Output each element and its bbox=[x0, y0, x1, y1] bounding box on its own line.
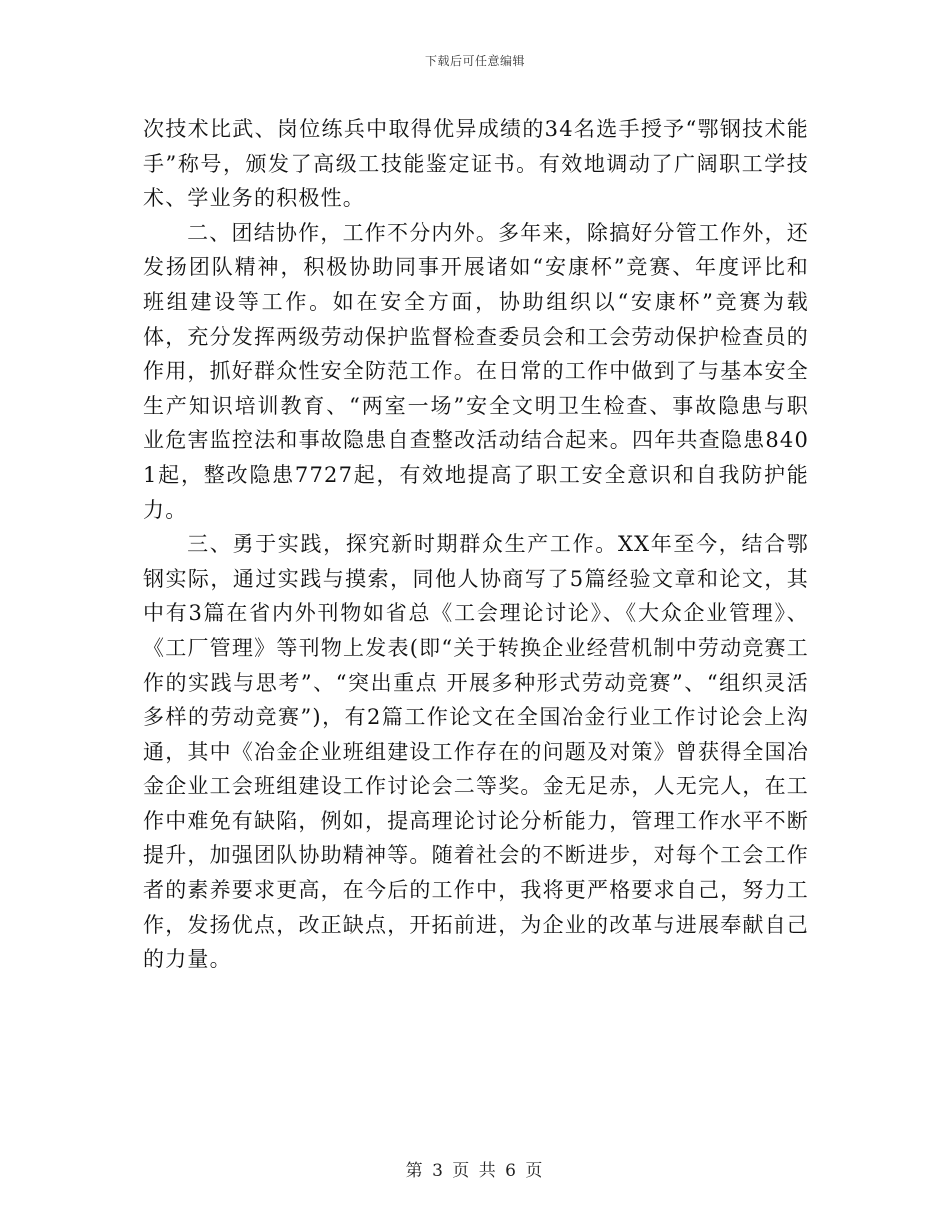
page-number-footer: 第 3 页 共 6 页 bbox=[405, 1161, 545, 1181]
document-body bbox=[143, 112, 809, 977]
paragraph-teamwork: 二、团结协作，工作不分内外。多年来，除搞好分管工作外，还发扬团队精神，积极协助同事开展诸如“安康杯”竞赛、年度评比和班组建设等工作。如在安全方面，协助组织以“安康杯”竞赛为载体，充分发挥两级劳动保护监督检查委员会和工会劳动保护检查员的作用，抓好群众性安全防范工作。在日常的工作中做到了与基本安全生产知识培训教育、“两室一场”安全文明卫生检查、事故隐患与职业危害监控法和事故隐患自查整改活动结合起来。四年共查隐患8401起，整改隐患7727起，有效地提高了职工安全意识和自我防护能力。 bbox=[143, 220, 809, 522]
paragraph-continuation: 次技术比武、岗位练兵中取得优异成绩的34名选手授予“鄂钢技术能手”称号，颁发了高级工技能鉴定证书。有效地调动了广阔职工学技术、学业务的积极性。 bbox=[143, 117, 809, 211]
paragraph-practice: 三、勇于实践，探究新时期群众生产工作。XX年至今，结合鄂钢实际，通过实践与摸索，同他人协商写了5篇经验文章和论文，其中有3篇在省内外刊物如省总《工会理论讨论》、《大众企业管理》、《工厂管理》等刊物上发表(即“关于转换企业经营机制中劳动竞赛工作的实践与思考”、“突出重点 开展多种形式劳动竞赛”、“组织灵活多样的劳动竞赛”)，有2篇工作论文在全国冶金行业工作讨论会上沟通，其中《冶金企业班组建设工作存在的问题及对策》曾获得全国冶金企业工会班组建设工作讨论会二等奖。金无足赤，人无完人，在工作中难免有缺陷，例如，提高理论讨论分析能力，管理工作水平不断提升，加强团队协助精神等。随着社会的不断进步，对每个工会工作者的素养要求更高，在今后的工作中，我将更严格要求自己，努力工作，发扬优点，改正缺点，开拓前进，为企业的改革与进展奉献自己的力量。 bbox=[143, 532, 809, 972]
page-header: 下载后可任意编辑 bbox=[424, 54, 525, 68]
